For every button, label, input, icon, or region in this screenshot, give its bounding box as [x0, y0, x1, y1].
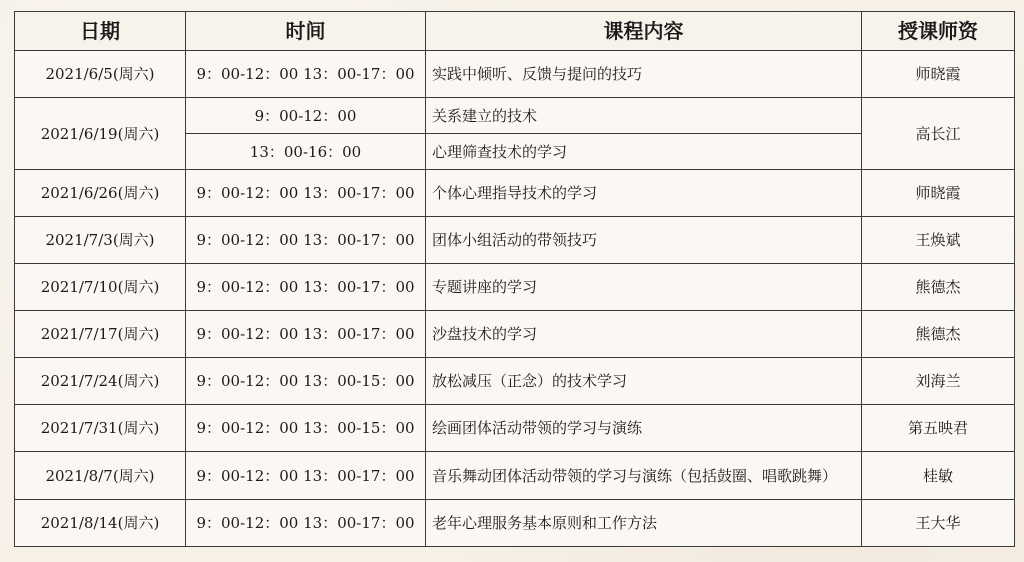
header-content: 课程内容 — [426, 12, 862, 51]
date-cell: 2021/6/26(周六) — [15, 170, 186, 217]
teacher-cell: 第五映君 — [862, 405, 1015, 452]
header-teacher: 授课师资 — [862, 12, 1015, 51]
table-row — [15, 358, 1015, 405]
header-row — [15, 12, 1015, 51]
teacher-cell: 师晓霞 — [862, 170, 1015, 217]
date-cell: 2021/8/14(周六) — [15, 500, 186, 547]
table-row — [15, 264, 1015, 311]
time-cell: 9：00-12：00 13：00-17：00 — [186, 452, 426, 500]
time-cell: 9：00-12：00 13：00-17：00 — [186, 51, 426, 98]
time-cell: 9：00-12：00 13：00-17：00 — [186, 311, 426, 358]
content-cell: 专题讲座的学习 — [426, 264, 862, 311]
time-cell: 9：00-12：00 13：00-17：00 — [186, 500, 426, 547]
time-cell: 9：00-12：00 13：00-15：00 — [186, 405, 426, 452]
table-row — [15, 311, 1015, 358]
date-cell: 2021/7/24(周六) — [15, 358, 186, 405]
time-cell: 13：00-16：00 — [186, 134, 426, 170]
content-cell: 绘画团体活动带领的学习与演练 — [426, 405, 862, 452]
teacher-cell: 桂敏 — [862, 452, 1015, 500]
teacher-cell: 刘海兰 — [862, 358, 1015, 405]
time-cell: 9：00-12：00 — [186, 98, 426, 134]
content-cell: 音乐舞动团体活动带领的学习与演练（包括鼓圈、唱歌跳舞） — [426, 452, 862, 500]
content-cell: 放松减压（正念）的技术学习 — [426, 358, 862, 405]
teacher-cell: 王焕斌 — [862, 217, 1015, 264]
date-cell: 2021/7/31(周六) — [15, 405, 186, 452]
table-row — [15, 217, 1015, 264]
teacher-cell: 高长江 — [862, 98, 1015, 170]
content-cell: 心理筛查技术的学习 — [426, 134, 862, 170]
time-cell: 9：00-12：00 13：00-17：00 — [186, 264, 426, 311]
header-date: 日期 — [15, 12, 186, 51]
time-cell: 9：00-12：00 13：00-17：00 — [186, 217, 426, 264]
table-row — [15, 98, 1015, 134]
content-cell: 沙盘技术的学习 — [426, 311, 862, 358]
teacher-cell: 师晓霞 — [862, 51, 1015, 98]
date-cell: 2021/7/10(周六) — [15, 264, 186, 311]
content-cell: 关系建立的技术 — [426, 98, 862, 134]
table-row — [15, 170, 1015, 217]
date-cell: 2021/6/5(周六) — [15, 51, 186, 98]
date-cell: 2021/8/7(周六) — [15, 452, 186, 500]
teacher-cell: 王大华 — [862, 500, 1015, 547]
table-row — [15, 51, 1015, 98]
content-cell: 团体小组活动的带领技巧 — [426, 217, 862, 264]
content-cell: 实践中倾听、反馈与提问的技巧 — [426, 51, 862, 98]
table-row — [15, 452, 1015, 500]
date-cell: 2021/7/3(周六) — [15, 217, 186, 264]
table-row — [15, 500, 1015, 547]
course-schedule-table — [14, 11, 1015, 547]
content-cell: 个体心理指导技术的学习 — [426, 170, 862, 217]
table-row — [15, 405, 1015, 452]
date-cell: 2021/7/17(周六) — [15, 311, 186, 358]
time-cell: 9：00-12：00 13：00-17：00 — [186, 170, 426, 217]
teacher-cell: 熊德杰 — [862, 264, 1015, 311]
teacher-cell: 熊德杰 — [862, 311, 1015, 358]
content-cell: 老年心理服务基本原则和工作方法 — [426, 500, 862, 547]
time-cell: 9：00-12：00 13：00-15：00 — [186, 358, 426, 405]
header-time: 时间 — [186, 12, 426, 51]
date-cell: 2021/6/19(周六) — [15, 98, 186, 170]
